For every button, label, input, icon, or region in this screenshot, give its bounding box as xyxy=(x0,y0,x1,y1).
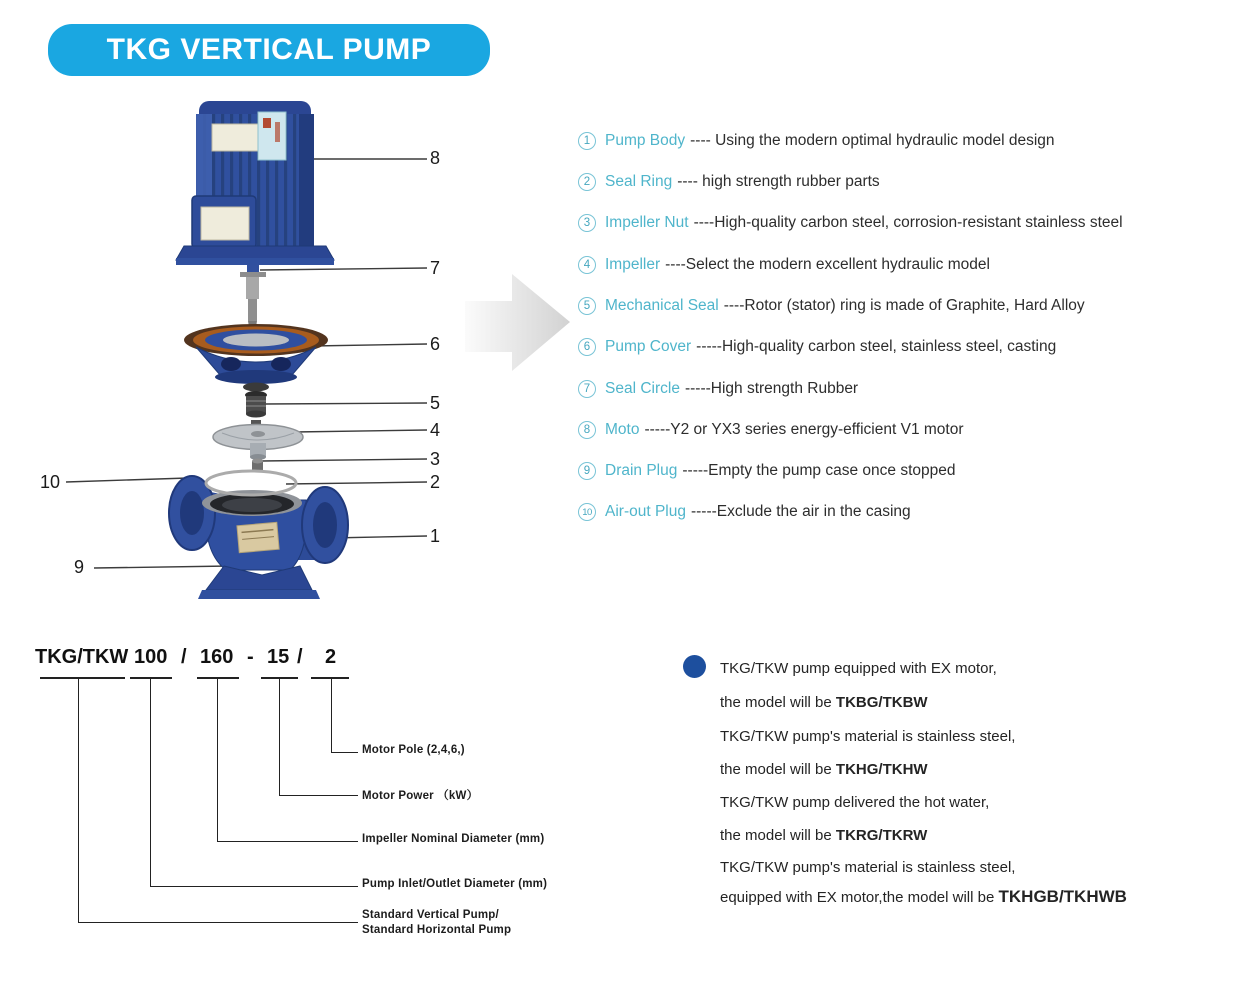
part-description: ---- high strength rubber parts xyxy=(677,173,880,190)
note-line xyxy=(720,827,927,844)
note-text: the model will be xyxy=(720,827,836,844)
impeller-nut-graphic xyxy=(252,459,263,471)
parts-list-item xyxy=(578,419,964,441)
model-segment-pole: 2 xyxy=(325,646,337,668)
part-name: Mechanical Seal xyxy=(605,297,719,314)
note-line xyxy=(720,887,1127,907)
model-segment-impeller: 160 xyxy=(200,646,234,668)
callout-3: 3 xyxy=(430,449,441,469)
part-number-badge: 9 xyxy=(578,462,596,480)
note-line xyxy=(720,761,928,778)
pump-exploded-diagram xyxy=(0,0,620,620)
part-description: ----High-quality carbon steel, corrosion-resistant stainless steel xyxy=(693,214,1123,231)
label-impeller-diameter: Impeller Nominal Diameter (mm) xyxy=(362,833,545,845)
note-model: TKRG/TKRW xyxy=(835,827,928,844)
part-number-badge: 1 xyxy=(578,132,596,150)
part-number-badge: 6 xyxy=(578,338,596,356)
model-segment-power: 15 xyxy=(267,646,290,668)
shaft-graphic xyxy=(240,265,266,333)
note-line: TKG/TKW pump equipped with EX motor, xyxy=(720,660,997,677)
parts-list-item xyxy=(578,501,911,523)
note-text: the model will be xyxy=(720,761,836,778)
impeller-graphic xyxy=(213,425,303,461)
callout-9: 9 xyxy=(74,557,85,577)
note-text: the model will be xyxy=(720,694,836,711)
part-number-badge: 5 xyxy=(578,297,596,315)
note-line xyxy=(720,694,928,711)
note-model: TKHGB/TKHWB xyxy=(998,887,1127,906)
parts-list-item xyxy=(578,171,880,193)
model-segment-series: TKG/TKW xyxy=(35,646,129,668)
part-name: Pump Body xyxy=(605,132,686,149)
part-name: Air-out Plug xyxy=(605,503,686,520)
part-name: Pump Cover xyxy=(605,338,692,355)
note-line: TKG/TKW pump's material is stainless steel, xyxy=(720,728,1016,745)
model-separator: / xyxy=(297,646,303,668)
part-description: ----Select the modern excellent hydraulic model xyxy=(665,256,990,273)
page-title: TKG VERTICAL PUMP xyxy=(106,33,432,66)
part-name: Seal Ring xyxy=(605,173,673,190)
part-name: Impeller Nut xyxy=(605,214,689,231)
note-model: TKHG/TKHW xyxy=(835,761,928,778)
part-description: -----High-quality carbon steel, stainless steel, casting xyxy=(696,338,1057,355)
connector-line xyxy=(331,679,358,753)
callout-8: 8 xyxy=(430,148,441,168)
parts-list-item xyxy=(578,130,1055,152)
part-number-badge: 8 xyxy=(578,421,596,439)
callout-7: 7 xyxy=(430,258,441,278)
label-motor-pole: Motor Pole (2,4,6,) xyxy=(362,744,465,756)
part-description: -----Empty the pump case once stopped xyxy=(682,462,956,479)
parts-list-item xyxy=(578,254,990,276)
motor-graphic xyxy=(176,101,334,265)
part-number-badge: 2 xyxy=(578,173,596,191)
label-motor-power: Motor Power （kW） xyxy=(362,790,479,802)
model-separator: / xyxy=(181,646,187,668)
parts-list-item xyxy=(578,336,1056,358)
parts-list-item xyxy=(578,212,1123,234)
callout-5: 5 xyxy=(430,393,441,413)
label-standard-pump xyxy=(362,908,511,938)
model-segment-inlet: 100 xyxy=(134,646,168,668)
parts-list-item xyxy=(578,378,858,400)
part-description: -----High strength Rubber xyxy=(684,380,859,397)
note-model: TKBG/TKBW xyxy=(835,694,928,711)
part-description: ----Rotor (stator) ring is made of Graphite, Hard Alloy xyxy=(723,297,1085,314)
note-text: equipped with EX motor,the model will be xyxy=(720,889,999,906)
callout-1: 1 xyxy=(430,526,441,546)
note-bullet-icon xyxy=(683,655,706,678)
callout-4: 4 xyxy=(430,420,441,440)
part-description: -----Y2 or YX3 series energy-efficient V1 motor xyxy=(644,421,964,438)
part-number-badge: 10 xyxy=(578,503,596,521)
label-standard-line1: Standard Vertical Pump/ xyxy=(362,909,499,921)
callout-2: 2 xyxy=(430,472,441,492)
parts-list-item xyxy=(578,295,1085,317)
part-description: ---- Using the modern optimal hydraulic model design xyxy=(690,132,1055,149)
model-separator: - xyxy=(247,646,254,668)
part-number-badge: 3 xyxy=(578,214,596,232)
part-number-badge: 7 xyxy=(578,380,596,398)
part-name: Seal Circle xyxy=(605,380,680,397)
part-number-badge: 4 xyxy=(578,256,596,274)
mechanical-seal-graphic xyxy=(243,383,269,428)
part-description: -----Exclude the air in the casing xyxy=(690,503,911,520)
note-line: TKG/TKW pump delivered the hot water, xyxy=(720,794,990,811)
pump-cover-graphic xyxy=(184,324,328,384)
parts-list-item xyxy=(578,460,955,482)
part-name: Drain Plug xyxy=(605,462,678,479)
part-name: Moto xyxy=(605,421,640,438)
part-name: Impeller xyxy=(605,256,661,273)
callout-6: 6 xyxy=(430,334,441,354)
callout-10: 10 xyxy=(40,472,61,492)
label-inlet-outlet-diameter: Pump Inlet/Outlet Diameter (mm) xyxy=(362,878,548,890)
label-standard-line2: Standard Horizontal Pump xyxy=(362,924,512,936)
note-line: TKG/TKW pump's material is stainless steel, xyxy=(720,859,1016,876)
arrow-right-icon xyxy=(465,274,570,371)
